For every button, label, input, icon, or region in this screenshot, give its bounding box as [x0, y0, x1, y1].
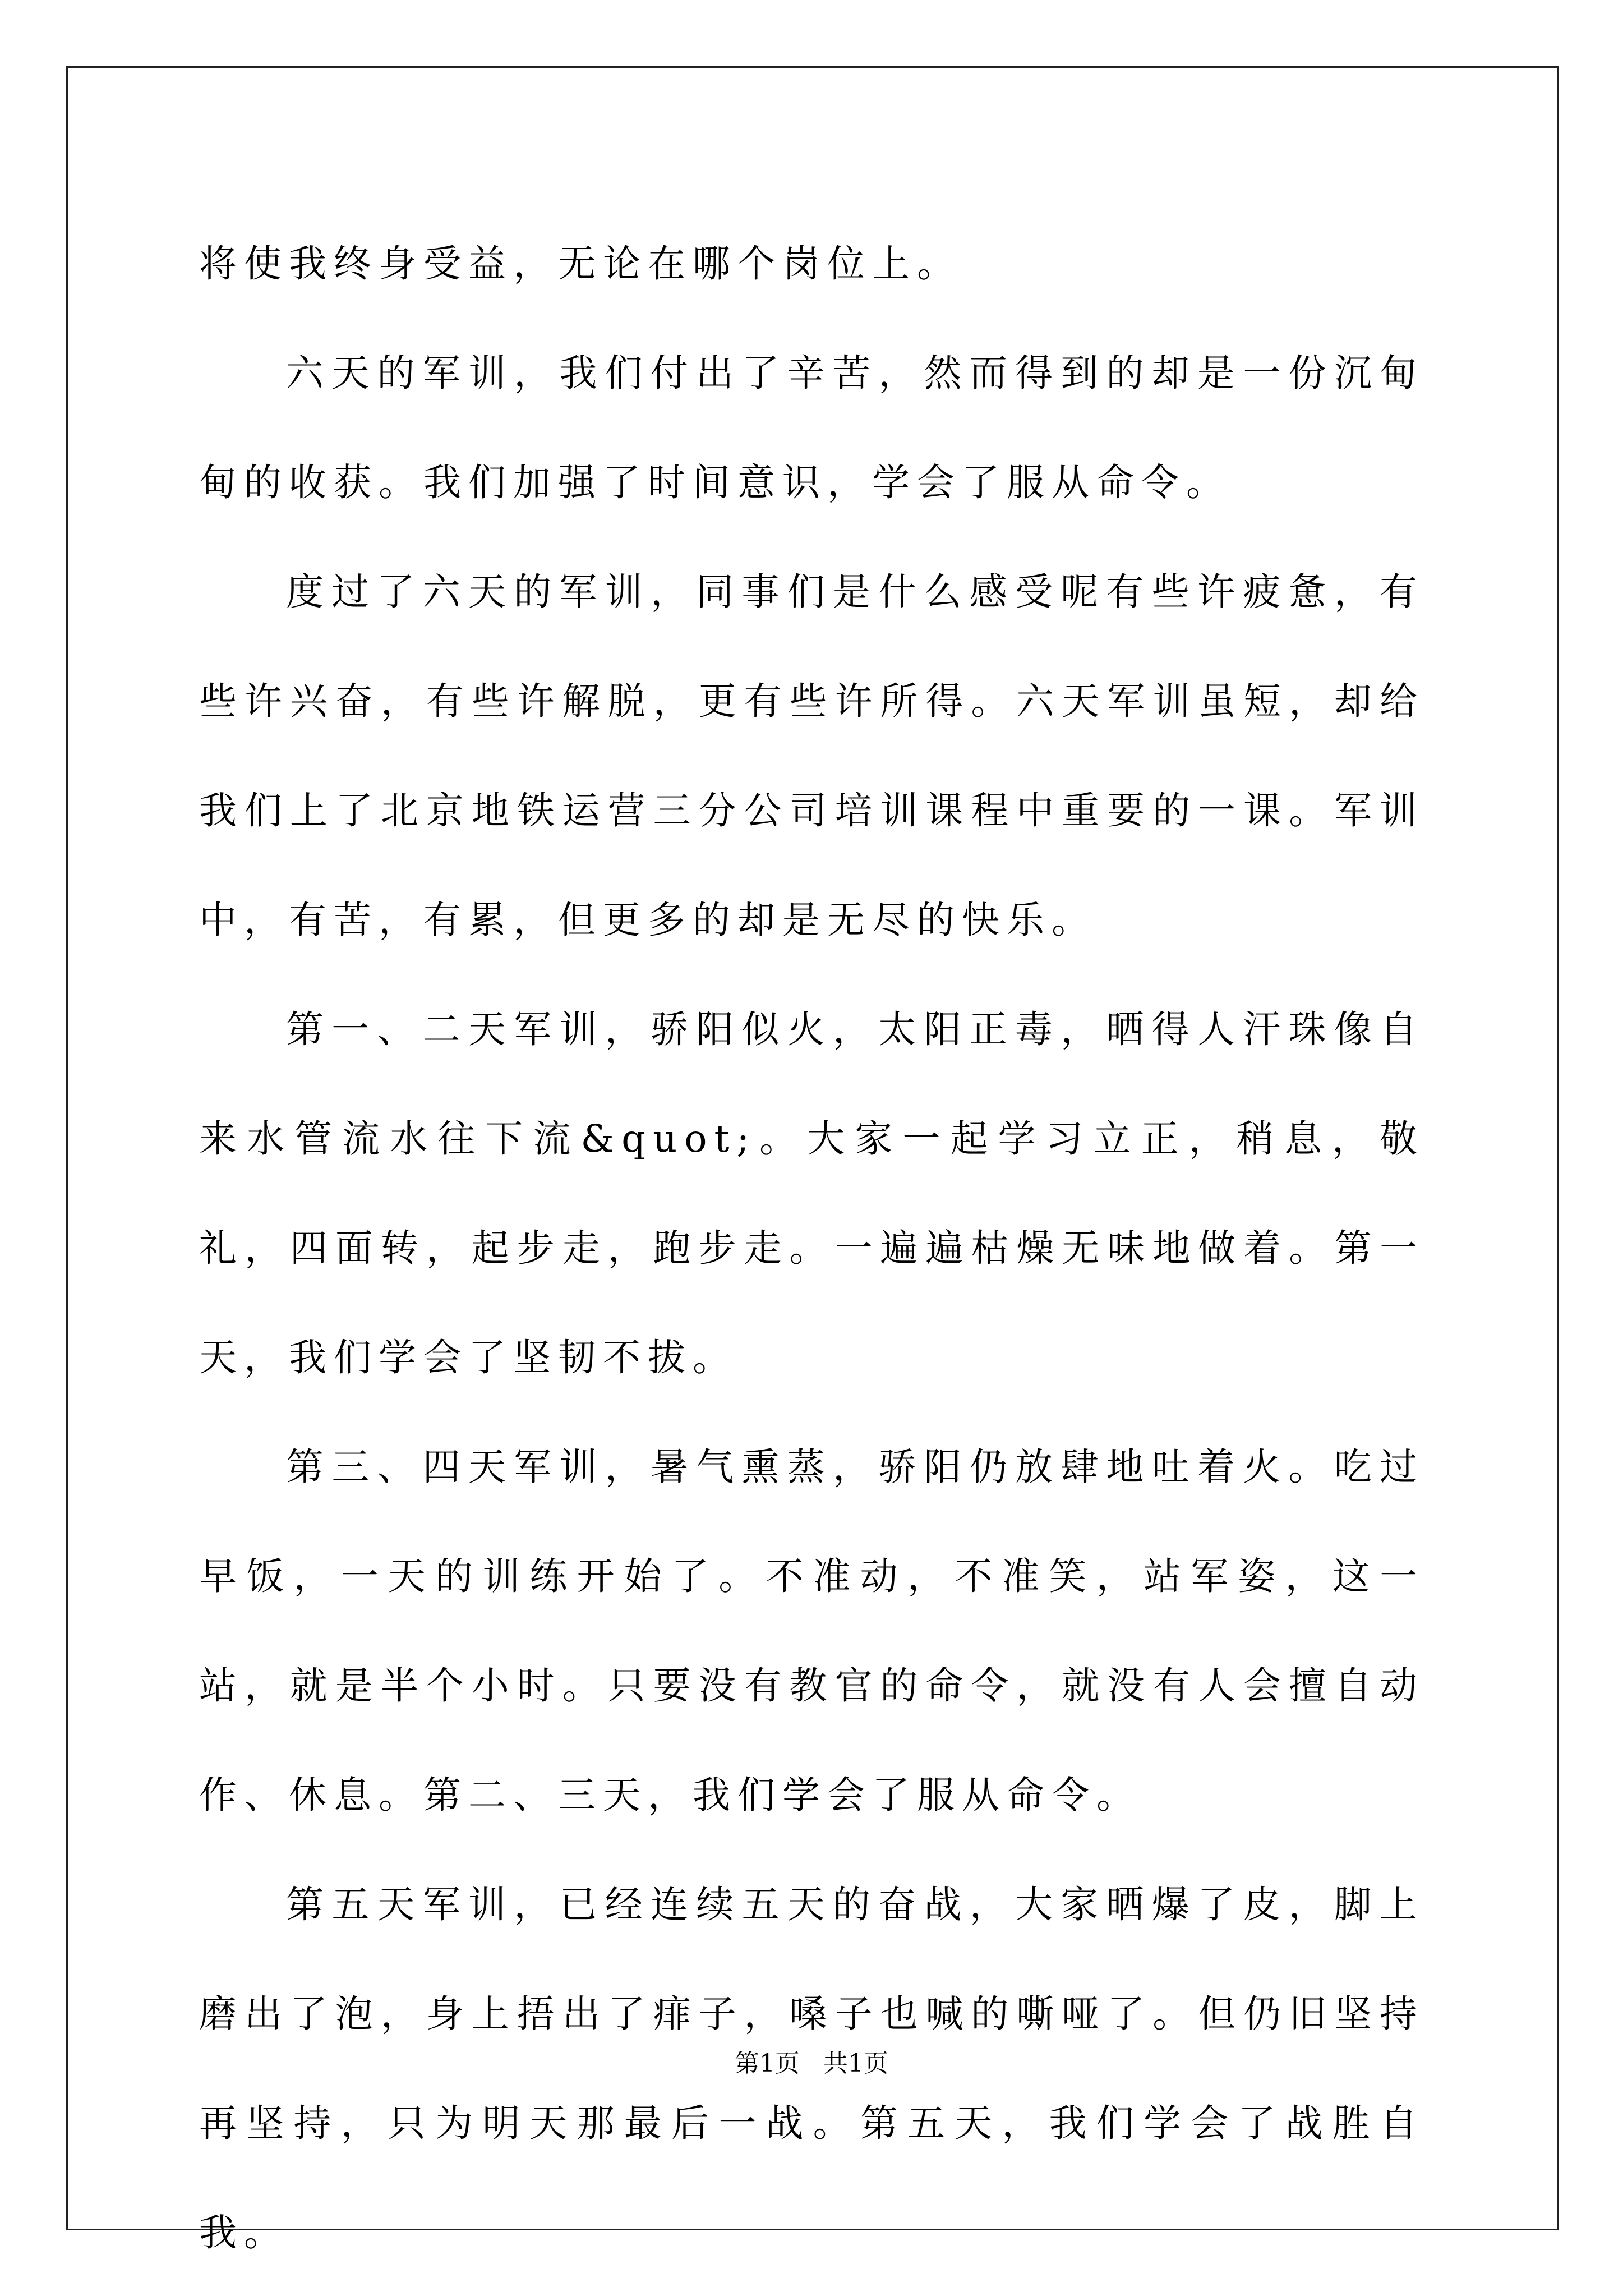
paragraph-1: 将使我终身受益，无论在哪个岗位上。: [199, 242, 962, 286]
paragraph-2: 六天的军训，我们付出了辛苦，然而得到的却是一份沉甸甸的收获。我们加强了时间意识，学会了服从命令。: [199, 351, 1424, 504]
paragraph-3: 度过了六天的军训，同事们是什么感受呢有些许疲惫，有些许兴奋，有些许解脱，更有些许所得。六天军训虽短，却给我们上了北京地铁运营三分公司培训课程中重要的一课。军训中，有苦，有累，但更多的却是无尽的快乐。: [199, 570, 1424, 942]
page-footer: 第1页 共1页: [735, 2049, 888, 2078]
document-body: [199, 209, 1424, 2288]
paragraph-6: 第五天军训，已经连续五天的奋战，大家晒爆了皮，脚上磨出了泡，身上捂出了痱子，嗓子也喊的嘶哑了。但仍旧坚持再坚持，只为明天那最后一战。第五天，我们学会了战胜自我。: [199, 1883, 1424, 2254]
paragraph-4: 第一、二天军训，骄阳似火，太阳正毒，晒得人汗珠像自来水管流水往下流&quot;。大家一起学习立正，稍息，敬礼，四面转，起步走，跑步走。一遍遍枯燥无味地做着。第一天，我们学会了坚韧不拔。: [199, 1007, 1424, 1379]
paragraph-5: 第三、四天军训，暑气熏蒸，骄阳仍放肆地吐着火。吃过早饭，一天的训练开始了。不准动，不准笑，站军姿，这一站，就是半个小时。只要没有教官的命令，就没有人会擅自动作、休息。第二、三天，我们学会了服从命令。: [199, 1445, 1424, 1817]
